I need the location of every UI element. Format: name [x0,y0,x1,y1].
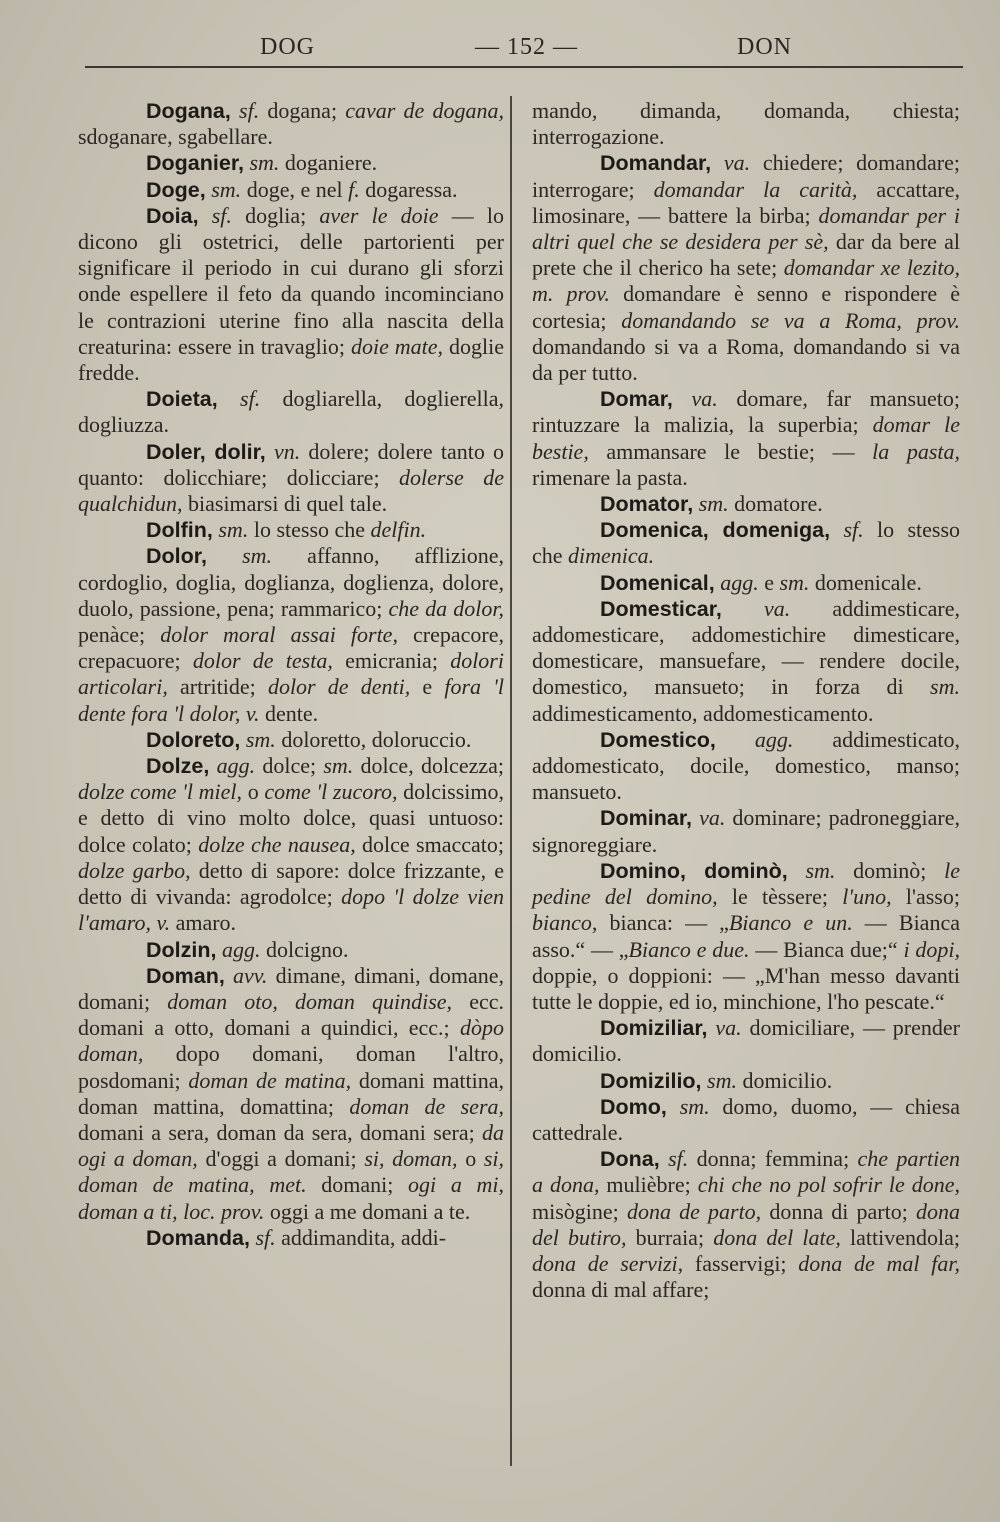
definition-text: d'oggi a domani; [197,1146,365,1172]
grammar-abbreviation: sm. [242,543,273,569]
dialect-phrase: domandar la carità, [653,176,858,202]
grammar-abbreviation: agg. [720,569,759,595]
definition-text: detto di sapore: dolce frizzante, e detto di vivanda: agrodolce; [78,857,504,910]
definition-text: dominare; padroneggiare, signoreggiare. [532,805,961,857]
dictionary-entry [78,753,504,936]
dialect-phrase: che da dolor, [388,595,505,621]
dialect-phrase: dolze come 'l miel, [78,779,243,805]
grammar-abbreviation: prov. [916,307,960,333]
dialect-phrase: dona de parto, [626,1198,762,1224]
definition-text: domani; [306,1172,409,1198]
dictionary-entry [78,543,504,726]
definition-text [830,517,843,542]
right-guide-word: DON [737,34,792,60]
dictionary-entry [78,937,504,963]
headword: Dolor, [146,544,207,569]
definition-text [673,386,692,411]
definition-text: domare, far mansueto; rintuzzare la malizia, la superbia; [532,386,961,438]
dictionary-entry [532,858,960,1015]
definition-text [716,727,755,752]
dialect-phrase: dolor moral assai forte, [160,622,398,648]
grammar-abbreviation: va. [699,805,726,831]
grammar-abbreviation: sm. [679,1093,710,1119]
grammar-abbreviation: f. [348,176,360,202]
definition-text [199,203,212,228]
running-header [85,34,960,64]
dictionary-entry [532,1015,960,1067]
headword: Domestico, [600,727,716,752]
grammar-abbreviation: va. [715,1015,742,1041]
definition-text: biasimarsi di quel tale. [182,491,388,517]
definition-text [209,753,216,778]
dictionary-entry [532,596,960,727]
definition-text: dimane, dimani, domane, domani; [78,962,504,1014]
grammar-abbreviation: sf. [668,1146,689,1172]
grammar-abbreviation: sm. [249,150,280,176]
definition-text: domani mattina, doman mattina, domattina; [78,1067,504,1119]
grammar-abbreviation: sm. [245,726,276,752]
definition-text [266,439,274,464]
headword: Domanda, [146,1225,250,1250]
definition-text: addimesticare, addomesticare, addomestichire dimesticare, domesticare, mansuefare, — rendere docile, domestico, mansueto; in forza di [532,595,960,700]
dialect-phrase: che partien a dona, [532,1146,960,1198]
definition-text: domo, duomo, — chiesa cattedrale. [532,1093,960,1145]
definition-text: artritide; [167,674,268,700]
definition-text [667,1094,680,1119]
headword: Doganier, [146,151,244,176]
definition-text: chiedere; domandare; interrogare; [532,150,960,202]
dictionary-entry [532,727,960,806]
grammar-abbreviation: agg. [754,726,794,752]
grammar-abbreviation: va. [723,150,751,176]
definition-text: l'asso; [891,884,960,910]
definition-text: donna di mal affare; [532,1277,710,1303]
definition-text: doge, e nel [241,176,349,202]
dialect-phrase: doman de matina, [188,1067,352,1093]
dialect-phrase: la pasta, [872,438,960,464]
dialect-phrase: i dopi, [903,936,960,962]
definition-text: dente. [259,700,319,726]
grammar-abbreviation: sf. [239,98,260,123]
grammar-abbreviation: sm. [779,569,810,595]
definition-text: crepacore, crepacuore; [78,622,504,674]
dialect-phrase: doman oto, doman quindise, [167,988,453,1014]
dialect-phrase: l'uno, [842,884,892,910]
definition-text: sdoganare, sgabellare. [78,124,273,150]
definition-text: dolcigno. [260,936,349,962]
entry-continuation [532,98,960,150]
dictionary-entry [532,386,960,491]
definition-text: donna; femmina; [688,1146,858,1172]
definition-text [225,963,233,988]
dialect-phrase: domandar per i altri quel che se desidera per sè, [532,202,961,255]
definition-text [218,386,240,411]
definition-text [788,858,806,883]
definition-text: dolcissimo, e detto di vino molto dolce, quasi untuoso: dolce colato; [78,779,504,857]
dictionary-entry [532,491,960,517]
headword: Domesticar, [600,596,722,621]
dictionary-entry [532,150,960,386]
dialect-phrase: dolerse de qualchidun, [78,464,504,517]
dialect-phrase: dona del butiro, [532,1198,960,1250]
definition-text: emicrania; [332,648,451,674]
definition-text: accattare, limosinare, — battere la birba; [532,176,960,228]
grammar-abbreviation: v. [156,910,171,936]
grammar-abbreviation: loc. prov. [183,1198,265,1224]
grammar-abbreviation: met. [269,1172,307,1198]
headword: Doia, [146,203,199,228]
definition-text [207,543,242,568]
definition-text [711,150,724,175]
grammar-abbreviation: sm. [707,1067,737,1093]
definition-text: rimenare la pasta. [532,464,688,490]
definition-text [660,1146,668,1171]
definition-text: dogana; [259,98,346,123]
definition-text: dopo domani, doman l'altro, posdomani; [78,1041,504,1093]
dialect-phrase: dolze garbo, [78,857,191,883]
dialect-phrase: dona de mal far, [798,1250,960,1276]
definition-text: le tèssere; [717,884,843,910]
grammar-abbreviation: sm. [323,753,354,779]
definition-text: doglie fredde. [78,333,504,386]
dialect-phrase: domar le bestie, [532,412,960,464]
definition-text: addimesticamento, addomesticamento. [532,700,874,726]
definition-text: domandare è senno e rispondere è cortesia; [532,281,961,333]
grammar-abbreviation: sm. [218,517,249,543]
dictionary-entry [78,386,504,438]
definition-text: o [457,1146,484,1172]
grammar-abbreviation: sm. [930,674,960,700]
grammar-abbreviation: sm. [211,176,242,202]
dialect-phrase: cavar de dogana, [345,98,504,123]
dialect-phrase: dimenica. [568,543,655,569]
dictionary-entry [532,1146,960,1303]
definition-text: ecc. domani a otto, domani a quindici, ecc.; [78,988,504,1041]
dialect-phrase: dopo 'l dolze vien l'amaro, [78,884,505,936]
definition-text: doganiere. [279,150,378,176]
header-rule [85,66,963,68]
dictionary-entry [532,570,960,596]
dictionary-entry [78,439,504,518]
definition-text: addimandita, addi- [275,1224,447,1250]
dictionary-entry [78,963,504,1225]
dictionary-entry [78,150,504,176]
dialect-phrase: Bianco e due. [628,936,750,962]
definition-text: — Bianca asso.“ — „ [532,910,960,962]
definition-text: oggi a me domani a te. [264,1198,471,1224]
dialect-phrase: da ogi a doman, [78,1119,504,1172]
definition-text: addimesticato, addomesticato, docile, domestico, mansο; mansueto. [532,726,961,805]
definition-text: domatore. [728,491,823,517]
definition-text: doglia; [231,202,320,228]
definition-text: e [410,674,445,700]
dictionary-entry [78,1225,504,1251]
headword: Domandar, [600,151,712,176]
grammar-abbreviation: sm. [698,491,729,517]
headword: Dolze, [146,754,210,779]
definition-text: burraia; [626,1224,714,1250]
definition-text: ammansare le bestie; — [588,438,873,464]
headword: Domizilio, [600,1068,702,1093]
headword: Dolfin, [146,518,213,543]
dialect-phrase: dolori articolari, [78,648,504,700]
dictionary-entry [532,1094,960,1146]
grammar-abbreviation: agg. [221,936,261,962]
definition-text: domenicale. [809,569,922,595]
dialect-phrase: dòpo doman, [78,1015,504,1067]
definition-text: dominò; [835,857,945,883]
column-divider [510,96,512,1466]
headword: Doler, dolir, [146,439,266,464]
definition-text: mando, dimanda, domanda, chiesta; interrogazione. [532,98,960,150]
dictionary-entry [78,727,504,753]
definition-text [231,98,239,123]
definition-text: fasservigi; [683,1250,799,1276]
grammar-abbreviation: sf. [843,517,864,543]
dictionary-entry [78,177,504,203]
definition-text: dolce, dolcezza; [353,753,504,779]
grammar-abbreviation: m. prov. [532,281,610,307]
dictionary-entry [532,517,960,569]
dialect-phrase: doman de sera, [349,1093,504,1119]
definition-text: domiciliare, — prender domicilio. [532,1015,960,1067]
definition-text: donna di parto; [761,1198,916,1224]
definition-text: lattivendola; [840,1224,960,1250]
headword: Dominar, [600,806,692,831]
headword: Dona, [600,1147,660,1172]
headword: Domator, [600,492,694,517]
definition-text: dar da bere al prete che il cherico ha sete; [532,229,960,281]
definition-text: dolere; dolere tanto o quanto: dolicchiare; dolicciare; [78,438,505,490]
headword: Domenical, [600,570,715,595]
definition-text [902,308,917,333]
grammar-abbreviation: avv. [233,962,268,988]
dialect-phrase: domandando se va a Roma, [621,307,902,333]
headword: Domiziliar, [600,1016,708,1041]
definition-text: mulièbre; [599,1172,698,1198]
definition-text: affanno, afflizione, cordoglio, doglia, doglianza, doglienza, dolore, duolo, passione, pena; rammarico; [78,543,505,621]
dialect-phrase: dolor de denti, [267,674,411,700]
grammar-abbreviation: agg. [216,753,256,779]
headword: Doman, [146,963,225,988]
dialect-phrase: ogi a mi, doman a ti, [78,1172,505,1224]
dialect-phrase: le pedine del domino, [532,857,960,910]
grammar-abbreviation: vn. [273,438,301,464]
definition-text: dolce smaccato; [355,831,504,857]
grammar-abbreviation: va. [763,595,791,621]
headword: Doge, [146,177,206,202]
definition-text: misògine; [532,1198,627,1224]
grammar-abbreviation: sf. [255,1224,276,1250]
definition-text: e [758,569,780,595]
dictionary-entry [78,203,504,386]
dictionary-entry [532,805,960,857]
grammar-abbreviation: sf. [240,386,261,412]
definition-text: lo stesso che [532,517,961,569]
dialect-phrase: chi che no pol sofrir le done, [697,1172,960,1198]
dialect-phrase: dolze che nausea, [198,831,356,857]
definition-text: domicilio. [736,1067,833,1093]
headword: Doieta, [146,387,218,412]
definition-text: penàce; [78,622,161,648]
definition-text [255,1172,270,1197]
dialect-phrase: bianco, [532,910,598,936]
dialect-phrase: si, doman, [364,1146,458,1172]
headword: Domino, dominò, [600,858,788,883]
dictionary-entry [532,1068,960,1094]
grammar-abbreviation: va. [691,386,718,412]
definition-text: domani a sera, doman da sera, domani sera; [78,1119,482,1145]
definition-text: doppie, o doppioni: — „M'han messo davanti tutte le doppie, ed io, minchione, l'ho pescate.“ [532,962,960,1014]
headword: Domo, [600,1094,667,1119]
headword: Dolzin, [146,937,217,962]
dialect-phrase: dona del late, [713,1224,841,1250]
headword: Dogana, [146,99,231,123]
dialect-phrase: si, doman de matina, [78,1146,505,1198]
grammar-abbreviation: v. [245,700,260,726]
definition-text: — lo dicono gli ostetrici, delle partorienti per significare il periodo in cui durano gli sforzi onde espellere il feto da quando incominciano le contrazioni uterine fino alla nascita della creaturina: essere in travaglio; [78,202,504,359]
definition-text: bianca: — „ [597,910,729,936]
headword: Domar, [600,387,673,412]
headword: Doloreto, [146,727,241,752]
page-number: — 152 — [475,34,578,60]
definition-text: domandando si va a Roma, domandando si va da per tutto. [532,333,960,386]
dialect-phrase: delfin. [370,517,427,543]
definition-text: lo stesso che [248,517,371,543]
dialect-phrase: dona de servizi, [532,1250,684,1276]
dialect-phrase: aver le doie [319,202,439,228]
definition-text: — Bianca due;“ [749,936,904,962]
dialect-phrase: domandar xe lezito, [783,255,960,281]
dialect-phrase: Bianco e un. [728,910,853,936]
grammar-abbreviation: sf. [211,202,232,228]
dialect-phrase: fora 'l dente fora 'l dolor, [78,674,504,726]
definition-text [722,596,764,621]
left-guide-word: DOG [260,34,315,60]
definition-text: dogaressa. [359,176,458,202]
definition-text: dolce; [255,753,324,779]
dialect-phrase: come 'l zucoro, [264,779,398,805]
dictionary-entry [78,98,504,150]
dialect-phrase: dolor de testa, [192,648,333,674]
grammar-abbreviation: sm. [805,857,836,883]
definition-text: amaro. [170,910,237,936]
definition-text: dogliarella, doglierella, dogliuzza. [78,386,504,438]
right-column [532,98,960,1303]
dictionary-entry [78,517,504,543]
definition-text: doloretto, doloruccio. [275,726,472,752]
headword: Domenica, domeniga, [600,518,831,543]
left-column [78,98,504,1251]
dialect-phrase: doie mate, [350,333,444,359]
definition-text: o [242,779,265,805]
